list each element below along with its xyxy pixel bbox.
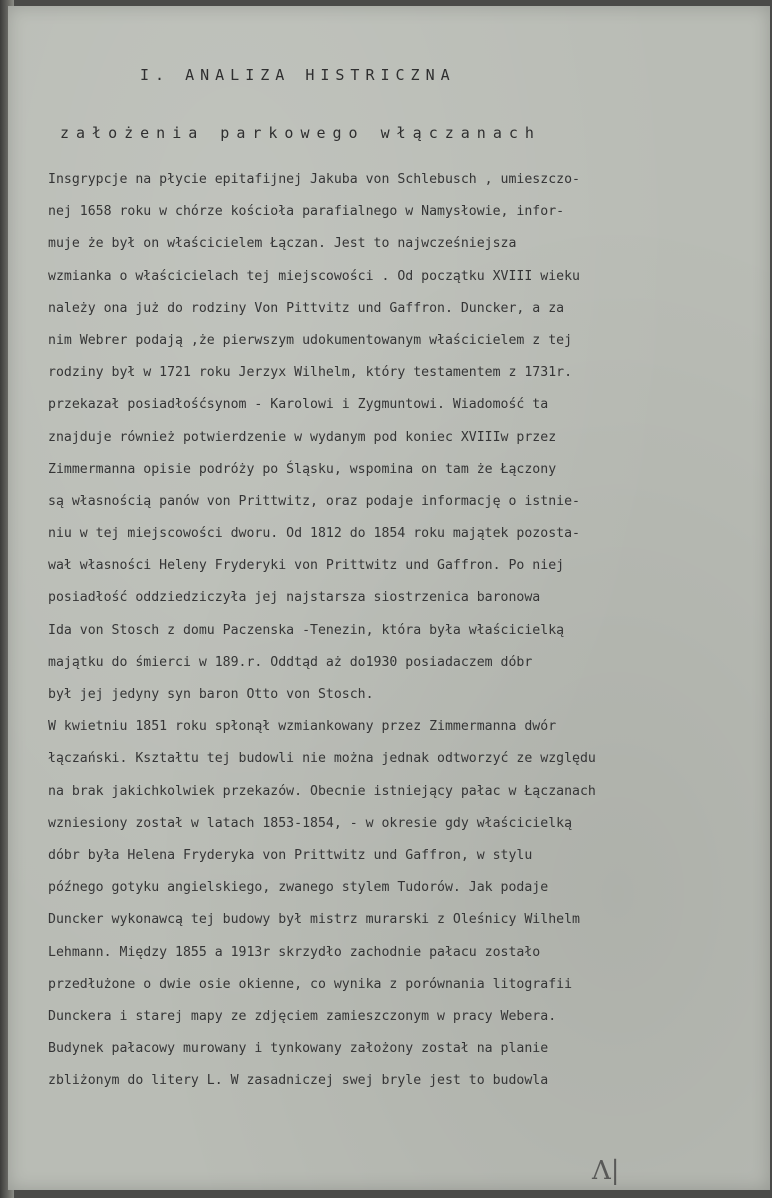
text-line: nim Webrer podają ,że pierwszym udokumentowanym właścicielem z tej <box>48 332 573 348</box>
text-line: wzniesiony został w latach 1853-1854, - w okresie gdy właścicielką <box>48 815 573 831</box>
text-line: dóbr była Helena Fryderyka von Prittwitz und Gaffron, w stylu <box>48 847 533 863</box>
handwritten-mark: Λ| <box>592 1156 620 1186</box>
text-line: przekazał posiadłośćsynom - Karolowi i Zygmuntowi. Wiadomość ta <box>48 397 549 413</box>
text-line: należy ona już do rodziny Von Pittvitz und Gaffron. Duncker, a za <box>48 300 565 316</box>
text-line: był jej jedyny syn baron Otto von Stosch. <box>48 687 374 702</box>
text-line: posiadłość oddziedziczyła jej najstarsza siostrzenica baronowa <box>48 590 541 606</box>
text-line: Lehmann. Między 1855 a 1913r skrzydło zachodnie pałacu zostało <box>48 944 541 960</box>
text-line: wał własności Heleny Fryderyki von Prittwitz und Gaffron. Po niej <box>48 558 565 574</box>
text-line: muje że był on właścicielem Łączan. Jest to najwcześniejsza <box>48 236 517 252</box>
text-line: przedłużone o dwie osie okienne, co wynika z porównania litografii <box>48 976 573 992</box>
text-line: są własnością panów von Prittwitz, oraz podaje informację o istnie- <box>48 493 580 509</box>
text-line: Duncker wykonawcą tej budowy był mistrz murarski z Oleśnicy Wilhelm <box>48 912 580 928</box>
text-line: majątku do śmierci w 189.r. Oddtąd aż do1930 posiadaczem dóbr <box>48 654 533 670</box>
text-line: Budynek pałacowy murowany i tynkowany założony został na planie <box>48 1041 549 1057</box>
text-line: zbliżonym do litery L. W zasadniczej swej bryle jest to budowla <box>48 1073 549 1089</box>
text-line: nej 1658 roku w chórze kościoła parafialnego w Namysłowie, infor- <box>48 204 565 220</box>
text-line: późnego gotyku angielskiego, zwanego stylem Tudorów. Jak podaje <box>48 880 549 896</box>
text-line: na brak jakichkolwiek przekazów. Obecnie istniejący pałac w Łączanach <box>48 783 596 799</box>
text-line: Insgrypcje na płycie epitafijnej Jakuba von Schlebusch , umieszczo- <box>48 172 580 187</box>
text-line: łączański. Kształtu tej budowli nie można jednak odtworzyć ze względu <box>48 751 596 767</box>
text-line: znajduje również potwierdzenie w wydanym pod koniec XVIIIw przez <box>48 429 557 445</box>
text-line: Dunckera i starej mapy ze zdjęciem zamieszczonym w pracy Webera. <box>48 1008 557 1024</box>
document-title: I. ANALIZA HISTRICZNA <box>140 66 456 84</box>
text-line: Zimmermanna opisie podróży po Śląsku, wspomina on tam że Łączony <box>48 461 557 477</box>
text-line: niu w tej miejscowości dworu. Od 1812 do 1854 roku majątek pozosta- <box>48 526 580 542</box>
text-line: wzmianka o właścicielach tej miejscowości . Od początku XVIII wieku <box>48 268 580 284</box>
text-line: W kwietniu 1851 roku spłonął wzmiankowany przez Zimmermanna dwór <box>48 719 557 735</box>
document-page <box>8 6 770 1190</box>
document-subtitle: założenia parkowego włączanach <box>60 124 541 142</box>
document-body <box>48 164 768 1097</box>
text-line: rodziny był w 1721 roku Jerzyx Wilhelm, który testamentem z 1731r. <box>48 365 573 381</box>
text-line: Ida von Stosch z domu Paczenska -Tenezin, która była właścicielką <box>48 622 565 638</box>
